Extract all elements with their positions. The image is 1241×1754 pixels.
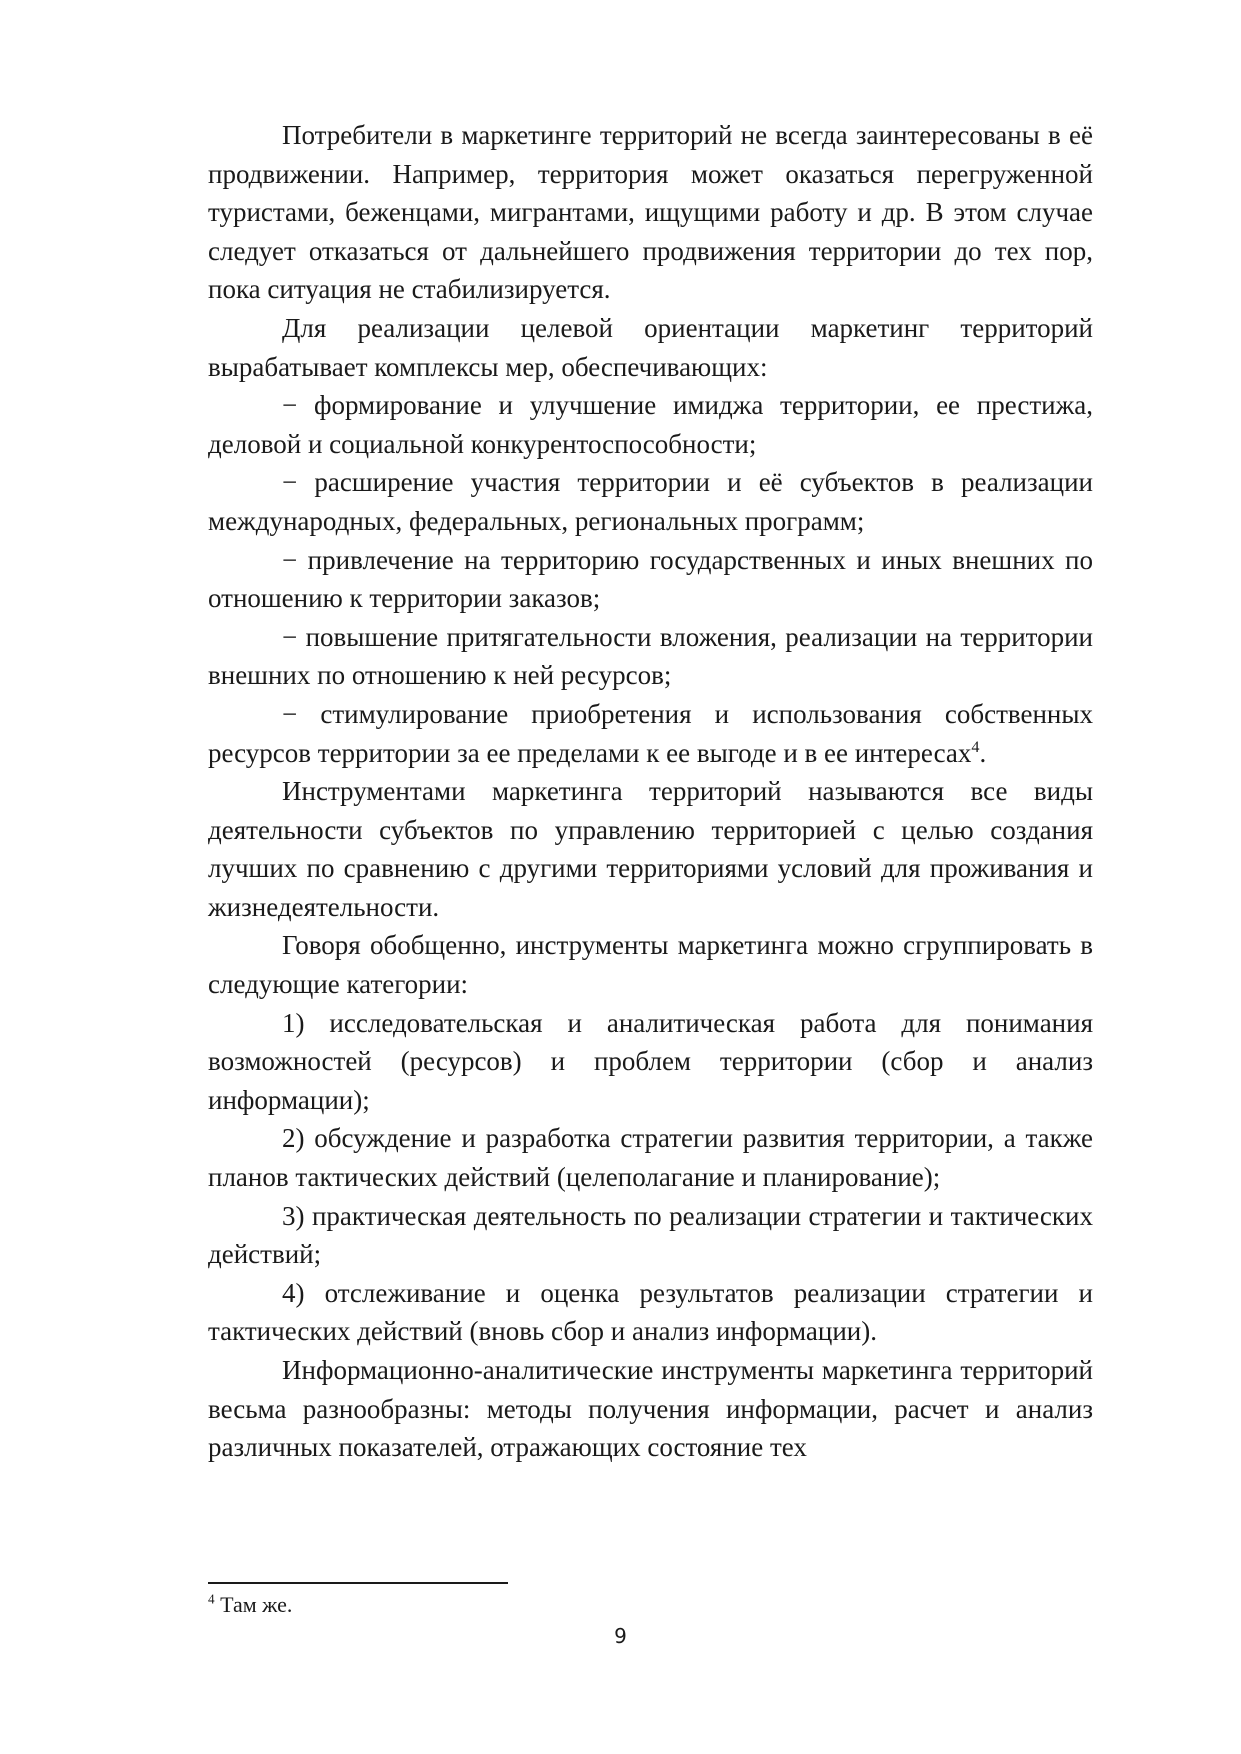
list-item: 3) практическая деятельность по реализации стратегии и тактических действий; (208, 1200, 1093, 1270)
list-item: − формирование и улучшение имиджа территории, ее престижа, деловой и социальной конкурентоспособности; (208, 390, 1093, 459)
footnote-text: Там же. (214, 1592, 293, 1617)
paragraph: Информационно-аналитические инструменты маркетинга территорий весьма разнообразны: методы получения информации, расчет и анализ различных показателей, отражающих состояние тех (208, 1355, 1093, 1463)
main-text (208, 116, 1093, 1467)
list-item: − привлечение на территорию государственных и иных внешних по отношению к территории заказов; (208, 544, 1093, 614)
paragraph: Говоря обобщенно, инструменты маркетинга можно сгруппировать в следующие категории: (208, 930, 1093, 1000)
list-item: 2) обсуждение и разработка стратегии развития территории, а также планов тактических действий (целеполагание и планирование); (208, 1123, 1093, 1193)
paragraph: Для реализации целевой ориентации маркетинг территорий вырабатывает комплексы мер, обеспечивающих: (208, 312, 1093, 382)
footnote-number: 4 (208, 1591, 215, 1607)
footnote-divider (208, 1582, 508, 1584)
page-number: 9 (614, 1624, 627, 1648)
sentence-end: . (979, 737, 987, 768)
list-item (208, 695, 1093, 772)
list-item: − повышение притягательности вложения, реализации на территории внешних по отношению к ней ресурсов; (208, 621, 1093, 691)
list-item-text: − стимулирование приобретения и использования собственных ресурсов территории за ее пределами к ее выгоде и в ее интересах (208, 698, 1093, 768)
list-item: − расширение участия территории и её субъектов в реализации международных, федеральных, региональных программ; (208, 467, 1093, 536)
footnote-reference[interactable]: 4 (971, 737, 980, 756)
paragraph: Инструментами маркетинга территорий называются все виды деятельности субъектов по управлению территорией с целью создания лучших по сравнению с другими территориями условий для проживания и жизнедеятельности. (208, 776, 1093, 922)
footnote (208, 1590, 292, 1620)
paragraph: Потребители в маркетинге территорий не всегда заинтересованы в её продвижении. Например, территория может оказаться перегруженной туристами, беженцами, мигрантами, ищущими работу и др. В этом случае следует отказаться от дальнейшего продвижения территории до тех пор, пока ситуация не стабилизируется. (208, 120, 1093, 305)
list-item: 4) отслеживание и оценка результатов реализации стратегии и тактических действий (вновь сбор и анализ информации). (208, 1277, 1093, 1347)
list-item: 1) исследовательская и аналитическая работа для понимания возможностей (ресурсов) и проблем территории (сбор и анализ информации); (208, 1007, 1093, 1115)
